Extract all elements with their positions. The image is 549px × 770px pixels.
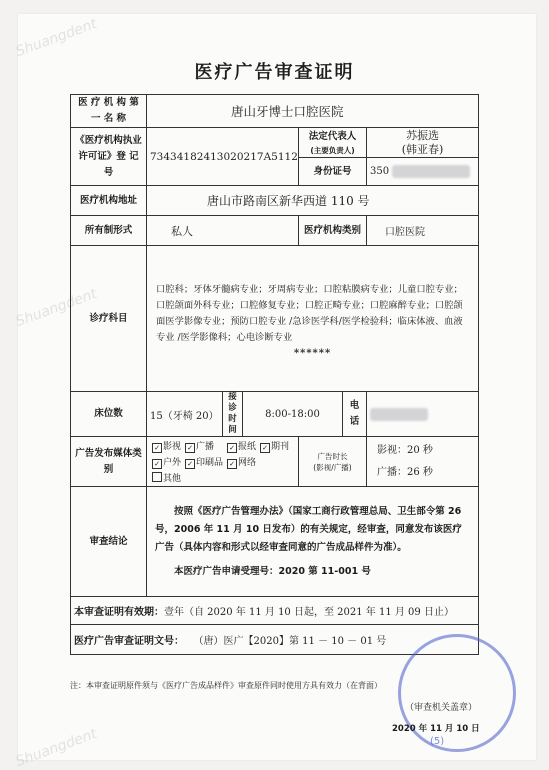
cert-number-label: 医疗广告审查证明文号： [74, 636, 184, 647]
address-label: 医疗机构地址 [71, 186, 147, 216]
hours-label: 接诊时间 [223, 392, 243, 437]
legal-rep-name: 苏振选 [406, 128, 440, 142]
media-option[interactable] [183, 438, 225, 454]
media-option[interactable] [150, 454, 183, 470]
official-seal-stamp [398, 634, 516, 752]
media-option[interactable] [150, 438, 183, 454]
video-duration: 影视：20 秒 [377, 444, 433, 456]
duration-label [299, 437, 367, 487]
checkbox-checked-icon: ✓ [185, 459, 195, 469]
beds-label: 床位数 [71, 392, 147, 437]
duration-values [367, 437, 479, 487]
duration-sublabel: (影视/广播) [313, 462, 352, 472]
conclusion-text: 按照《医疗广告管理办法》（国家工商行政管理总局、卫生部令第 26 号，2006 年 11 月 10 日发布）的有关规定，经审查，同意发布该医疗广告（具体内容和形式以经审查同意的广告成品样件为准）。 [155, 505, 462, 553]
duration-label-text: 广告时长 [317, 451, 348, 461]
category-label: 医疗机构类别 [299, 216, 367, 246]
conclusion-label: 审查结论 [71, 487, 147, 597]
category-value: 口腔医院 [367, 216, 479, 246]
conclusion-cell [147, 487, 479, 597]
media-option[interactable] [225, 438, 258, 454]
media-option-label: 其他 [163, 474, 182, 484]
subjects-cell [147, 246, 479, 392]
checkbox-checked-icon: ✓ [152, 443, 162, 453]
media-option-grid [150, 438, 291, 485]
application-number: 本医疗广告申请受理号：2020 第 11-001 号 [174, 565, 371, 577]
checkbox-empty-icon [152, 472, 162, 482]
media-option[interactable] [183, 454, 225, 470]
review-table [70, 94, 479, 655]
footnote: 注：本审查证明原件须与《医疗广告成品样件》审查原件同时使用方具有效力（在背面） [70, 681, 382, 690]
watermark: Shuangdent [13, 725, 100, 770]
license-label: 《医疗机构执业许可证》登 记 号 [71, 128, 147, 186]
legal-rep-alt-name: (韩亚春) [401, 142, 444, 156]
media-label: 广告发布媒体类别 [71, 437, 147, 487]
cert-number-value: （唐）医广【2020】第 11 － 10 － 01 号 [193, 636, 387, 647]
subjects-stars: ****** [293, 348, 332, 359]
id-value-text: 350 [370, 166, 390, 177]
media-option-label: 影视 [163, 442, 182, 452]
validity-label: 本审查证明有效期： [74, 607, 164, 618]
media-option-label: 期刊 [271, 442, 290, 452]
media-option[interactable] [225, 454, 258, 470]
license-value: 73434182413020217A5112 [147, 128, 299, 186]
seal-number: (5) [430, 736, 445, 747]
id-value [367, 158, 479, 186]
legal-rep-label-text: 法定代表人 [308, 131, 357, 142]
institution-value: 唐山牙博士口腔医院 [147, 95, 479, 128]
legal-rep-sublabel: (主要负责人) [310, 146, 355, 155]
checkbox-checked-icon: ✓ [227, 459, 237, 469]
ownership-label: 所有制形式 [71, 216, 147, 246]
media-option[interactable] [258, 438, 291, 454]
media-option-label: 广播 [196, 442, 215, 452]
checkbox-checked-icon: ✓ [260, 443, 270, 453]
checkbox-checked-icon: ✓ [152, 459, 162, 469]
media-option[interactable] [150, 470, 183, 485]
media-options [147, 437, 299, 487]
issue-date: 2020 年 11 月 10 日 [392, 724, 480, 734]
id-label: 身份证号 [299, 158, 367, 186]
media-option-label: 户外 [163, 458, 182, 468]
hours-value: 8:00-18:00 [243, 392, 343, 437]
subjects-label: 诊疗科目 [71, 246, 147, 392]
redacted-id [392, 165, 470, 178]
watermark: Shuangdent [13, 285, 100, 331]
checkbox-checked-icon: ✓ [227, 443, 237, 453]
validity-value: 壹年（自 2020 年 11 月 10 日起，至 2021 年 11 月 09 日止） [164, 607, 454, 618]
checkbox-checked-icon: ✓ [185, 443, 195, 453]
document-title: 医疗广告审查证明 [194, 62, 355, 83]
beds-value: 15（牙椅 20） [147, 392, 223, 437]
media-option-label: 报纸 [238, 442, 257, 452]
seal-caption: （审查机关盖章） [405, 703, 478, 713]
institution-label: 医 疗 机 构 第 一 名 称 [71, 95, 147, 128]
legal-rep-value [367, 128, 479, 158]
phone-value [367, 392, 479, 437]
legal-rep-label [299, 128, 367, 158]
address-value: 唐山市路南区新华西道 110 号 [147, 186, 479, 216]
watermark: Shuangdent [13, 15, 100, 61]
subjects-value: 口腔科；牙体牙髓病专业；牙周病专业；口腔粘膜病专业；儿童口腔专业；口腔颌面外科专业；口腔修复专业；口腔正畸专业；口腔麻醉专业；口腔颌面医学影像专业；预防口腔专业 /急诊医学科/医学检验科；临床体液、血液专业 /医学影像科；心电诊断专业 [156, 284, 463, 343]
radio-duration: 广播：26 秒 [377, 466, 433, 478]
validity-row [71, 597, 479, 625]
media-option-label: 印刷品 [196, 458, 224, 468]
redacted-phone [370, 408, 428, 421]
ownership-value: 私人 [147, 216, 299, 246]
phone-label: 电话 [343, 392, 367, 437]
media-option-label: 网络 [238, 458, 257, 468]
